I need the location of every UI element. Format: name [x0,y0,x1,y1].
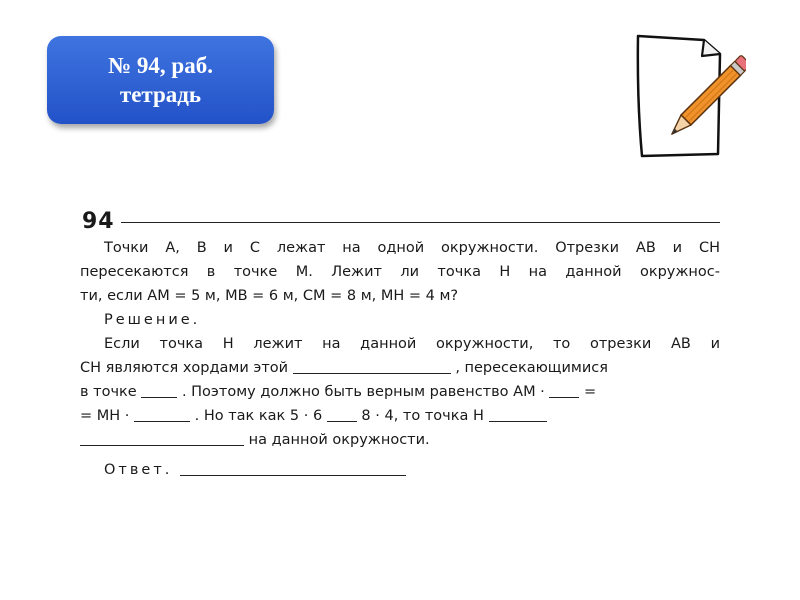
paper-with-pencil-icon [628,32,746,158]
solution-text-3a: в точке [80,384,137,400]
badge-line-2: тетрадь [119,82,202,107]
solution-text-2b: , пересекающимися [455,360,608,376]
blank-field[interactable] [293,359,451,374]
solution-text-4b: . Но так как 5 · 6 [194,408,323,424]
badge-line-1: № 94, раб. [108,53,213,78]
blank-field[interactable] [327,407,357,422]
solution-line-3 [80,380,720,404]
condition-line-2: пересекаются в точке M. Лежит ли точка H на данной окружнос- [80,264,720,280]
answer-label: Ответ. [104,462,173,478]
condition-line-3: ти, если AM = 5 м, MB = 6 м, CM = 8 м, MH = 4 м? [80,288,459,304]
solution-line-2 [80,356,720,380]
blank-field[interactable] [141,383,177,398]
task-header [80,206,720,236]
solution-text-4a: = MH · [80,408,130,424]
solution-line-5 [80,428,720,452]
header-rule [121,222,720,223]
solution-text-4c: 8 · 4, то точка H [361,408,484,424]
condition-line-1: Точки A, B и C лежат на одной окружности. Отрезки AB и CH [104,240,720,256]
solution-text-3b: . Поэтому должно быть верным равенство AM · [181,384,545,400]
task-document [80,206,720,482]
task-badge [47,36,274,124]
solution-text-5: на данной окружности. [248,432,430,448]
blank-field[interactable] [489,407,547,422]
solution-label: Решение. [104,312,201,328]
answer-line [104,458,720,482]
solution-line-4 [80,404,720,428]
task-number: 94 [82,208,115,234]
solution-text-2a: CH являются хордами этой [80,360,289,376]
blank-field[interactable] [80,431,244,446]
solution-text-3c: = [584,384,597,400]
blank-field[interactable] [134,407,190,422]
answer-blank-field[interactable] [180,461,406,476]
solution-line-1: Если точка H лежит на данной окружности, то отрезки AB и [104,336,720,352]
blank-field[interactable] [549,383,579,398]
